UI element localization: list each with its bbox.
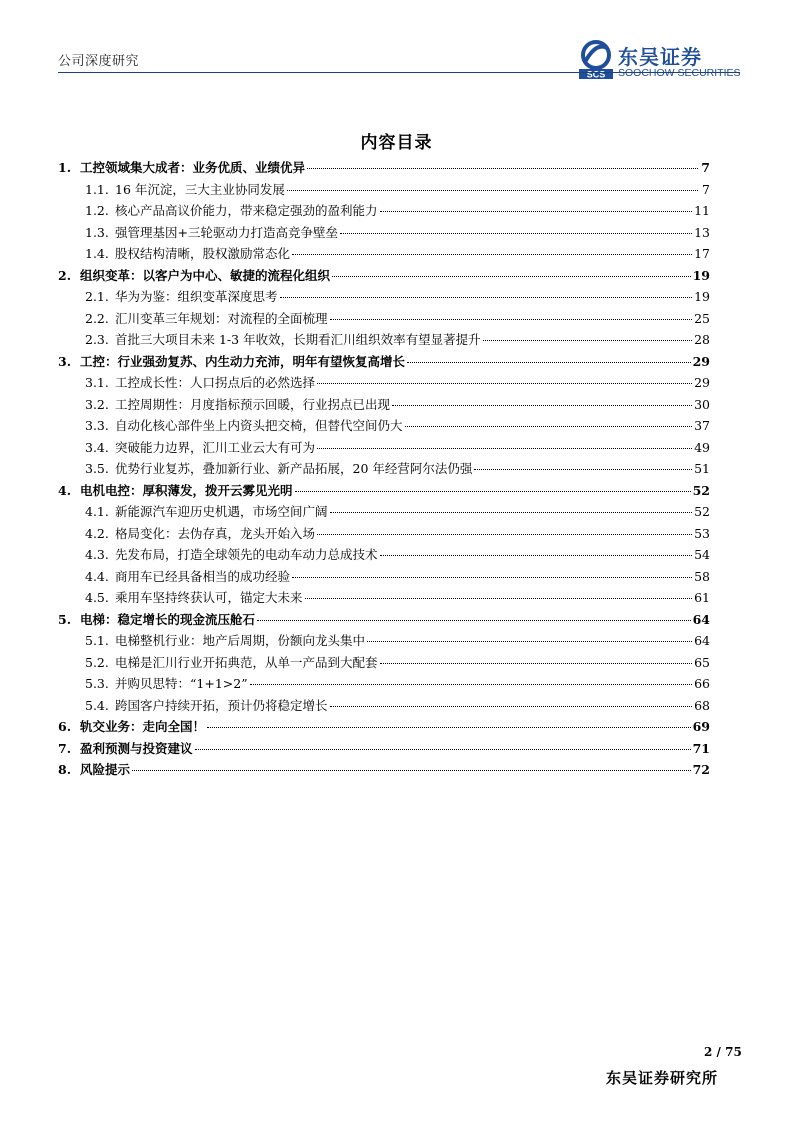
toc-entry-number: 4.1. — [85, 504, 109, 519]
toc-subsection-entry[interactable] — [58, 567, 710, 589]
toc-subsection-entry[interactable] — [58, 223, 710, 245]
toc-dot-leader — [257, 620, 691, 621]
toc-entry-title: 工控周期性：月度指标预示回暖，行业拐点已出现 — [115, 396, 391, 412]
toc-entry-page: 17 — [694, 246, 710, 261]
toc-entry-number: 1.2. — [85, 203, 109, 218]
logo-text-cn: 东吴证券 — [618, 45, 702, 69]
toc-dot-leader — [330, 706, 693, 707]
toc-entry-page: 28 — [694, 332, 710, 347]
logo-text-en: SOOCHOW SECURITIES — [618, 67, 741, 79]
toc-entry-page: 53 — [694, 525, 710, 541]
toc-dot-leader — [380, 211, 693, 212]
toc-entry-number: 3.3. — [85, 418, 109, 433]
toc-entry-title: 工控：行业强劲复苏、内生动力充沛，明年有望恢复高增长 — [80, 353, 406, 369]
toc-entry-page: 64 — [692, 611, 710, 627]
toc-subsection-entry[interactable] — [58, 395, 710, 417]
toc-dot-leader — [330, 512, 693, 513]
report-type-label: 公司深度研究 — [58, 54, 140, 69]
toc-dot-leader — [330, 319, 693, 320]
toc-entry-page: 13 — [694, 224, 710, 240]
toc-dot-leader — [305, 598, 693, 599]
toc-dot-leader — [292, 577, 692, 578]
toc-entry-page: 51 — [694, 461, 710, 476]
toc-section-entry[interactable] — [58, 760, 710, 782]
toc-section-entry[interactable] — [58, 739, 710, 761]
toc-entry-page: 25 — [694, 310, 710, 326]
toc-entry-title: 华为为鉴：组织变革深度思考 — [115, 289, 278, 304]
toc-section-entry[interactable] — [58, 352, 710, 374]
header-divider — [58, 72, 740, 73]
toc-entry-number: 4.2. — [85, 525, 109, 541]
toc-subsection-entry[interactable] — [58, 588, 710, 610]
toc-entry-page: 68 — [694, 697, 710, 713]
toc-subsection-entry[interactable] — [58, 180, 710, 202]
toc-entry-page: 49 — [694, 439, 710, 455]
toc-subsection-entry[interactable] — [58, 287, 710, 309]
toc-entry-number: 5. — [58, 611, 72, 627]
toc-dot-leader — [295, 491, 691, 492]
toc-entry-number: 5.4. — [85, 697, 109, 713]
toc-entry-title: 突破能力边界，汇川工业云大有可为 — [115, 439, 316, 455]
toc-dot-leader — [250, 684, 693, 685]
toc-dot-leader — [317, 448, 692, 449]
toc-dot-leader — [380, 663, 693, 664]
toc-entry-page: 52 — [692, 482, 710, 498]
toc-entry-title: 组织变革：以客户为中心、敏捷的流程化组织 — [80, 267, 331, 283]
toc-subsection-entry[interactable] — [58, 631, 710, 653]
toc-entry-title: 工控领域集大成者：业务优质、业绩优异 — [80, 160, 306, 175]
toc-dot-leader — [340, 233, 692, 234]
toc-entry-number: 1.1. — [85, 181, 109, 197]
toc-entry-title: 16 年沉淀，三大主业协同发展 — [115, 181, 285, 197]
toc-entry-number: 2.2. — [85, 310, 109, 326]
toc-subsection-entry[interactable] — [58, 545, 710, 567]
toc-entry-number: 4.3. — [85, 547, 109, 562]
toc-entry-number: 1.4. — [85, 246, 109, 261]
toc-entry-page: 69 — [692, 719, 710, 734]
toc-entry-title: 强管理基因+三轮驱动力打造高竞争壁垒 — [115, 224, 338, 240]
toc-entry-title: 格局变化：去伪存真，龙头开始入场 — [115, 525, 316, 541]
toc-entry-number: 3. — [58, 353, 72, 369]
toc-subsection-entry[interactable] — [58, 459, 710, 481]
toc-entry-title: 电梯：稳定增长的现金流压舱石 — [80, 611, 256, 627]
toc-dot-leader — [392, 405, 692, 406]
toc-entry-page: 65 — [694, 654, 710, 670]
toc-entry-title: 轨交业务：走向全国！ — [80, 719, 206, 734]
toc-entry-title: 股权结构清晰，股权激励常态化 — [115, 246, 291, 261]
toc-entry-number: 5.3. — [85, 676, 109, 691]
toc-entry-page: 37 — [694, 418, 710, 433]
toc-entry-page: 61 — [694, 590, 710, 605]
toc-subsection-entry[interactable] — [58, 696, 710, 718]
toc-entry-title: 乘用车坚持终获认可，锚定大未来 — [115, 590, 303, 605]
toc-entry-title: 汇川变革三年规划：对流程的全面梳理 — [115, 310, 328, 326]
toc-entry-title: 首批三大项目未来 1-3 年收效，长期看汇川组织效率有望显著提升 — [115, 332, 481, 347]
toc-dot-leader — [287, 190, 698, 191]
toc-entry-number: 7. — [58, 740, 72, 756]
toc-entry-title: 工控成长性：人口拐点后的必然选择 — [115, 375, 316, 390]
toc-dot-leader — [367, 641, 692, 642]
company-logo — [577, 40, 742, 80]
toc-entry-number: 2.3. — [85, 332, 109, 347]
toc-entry-number: 6. — [58, 719, 72, 734]
toc-entry-number: 3.5. — [85, 461, 109, 476]
table-of-contents — [58, 158, 710, 782]
toc-entry-title: 电梯是汇川行业开拓典范，从单一产品到大配套 — [115, 654, 378, 670]
toc-dot-leader — [317, 534, 692, 535]
toc-subsection-entry[interactable] — [58, 438, 710, 460]
toc-title: 内容目录 — [360, 133, 433, 153]
toc-entry-number: 8. — [58, 762, 72, 777]
toc-subsection-entry[interactable] — [58, 653, 710, 675]
toc-entry-page: 30 — [694, 396, 710, 412]
toc-entry-title: 自动化核心部件坐上内资头把交椅，但替代空间仍大 — [115, 418, 403, 433]
toc-entry-number: 5.2. — [85, 654, 109, 670]
toc-entry-title: 电机电控：厚积薄发，拨开云雾见光明 — [80, 482, 293, 498]
toc-entry-title: 盈利预测与投资建议 — [80, 740, 193, 756]
toc-dot-leader — [132, 770, 691, 771]
toc-entry-page: 72 — [692, 762, 710, 777]
toc-dot-leader — [292, 254, 692, 255]
toc-subsection-entry[interactable] — [58, 373, 710, 395]
toc-entry-number: 1.3. — [85, 224, 109, 240]
toc-section-entry[interactable] — [58, 610, 710, 632]
toc-subsection-entry[interactable] — [58, 201, 710, 223]
logo-mark-icon — [577, 40, 615, 80]
page-indicator: 2 / 75 — [704, 1045, 742, 1059]
toc-entry-title: 跨国客户持续开拓，预计仍将稳定增长 — [115, 697, 328, 713]
toc-dot-leader — [280, 297, 693, 298]
toc-dot-leader — [405, 426, 693, 427]
toc-entry-page: 7 — [702, 181, 710, 197]
toc-subsection-entry[interactable] — [58, 309, 710, 331]
toc-entry-title: 并购贝思特：“1+1>2” — [115, 676, 248, 691]
toc-subsection-entry[interactable] — [58, 502, 710, 524]
toc-entry-title: 核心产品高议价能力，带来稳定强劲的盈利能力 — [115, 203, 378, 218]
toc-dot-leader — [307, 168, 698, 169]
toc-section-entry[interactable] — [58, 266, 710, 288]
toc-dot-leader — [483, 340, 693, 341]
toc-dot-leader — [332, 276, 691, 277]
toc-subsection-entry[interactable] — [58, 524, 710, 546]
toc-section-entry[interactable] — [58, 481, 710, 503]
toc-entry-number: 4.5. — [85, 590, 109, 605]
toc-entry-page: 29 — [692, 353, 710, 369]
toc-entry-title: 先发布局，打造全球领先的电动车动力总成技术 — [115, 547, 378, 562]
toc-entry-number: 3.4. — [85, 439, 109, 455]
toc-dot-leader — [317, 383, 692, 384]
toc-dot-leader — [407, 362, 691, 363]
toc-entry-number: 3.1. — [85, 375, 109, 390]
toc-entry-number: 5.1. — [85, 633, 109, 648]
toc-entry-title: 电梯整机行业：地产后周期，份额向龙头集中 — [115, 633, 366, 648]
toc-dot-leader — [474, 469, 692, 470]
toc-entry-page: 29 — [694, 375, 710, 390]
toc-section-entry[interactable] — [58, 158, 710, 180]
toc-entry-title: 优势行业复苏，叠加新行业、新产品拓展，20 年经营阿尔法仍强 — [115, 461, 473, 476]
toc-entry-page: 58 — [694, 568, 710, 584]
toc-entry-page: 11 — [694, 203, 710, 218]
toc-entry-title: 新能源汽车迎历史机遇，市场空间广阔 — [115, 504, 328, 519]
svg-text:SCS: SCS — [586, 69, 606, 80]
toc-entry-number: 3.2. — [85, 396, 109, 412]
toc-entry-page: 7 — [701, 160, 710, 175]
toc-subsection-entry[interactable] — [58, 330, 710, 352]
toc-entry-number: 4.4. — [85, 568, 109, 584]
toc-dot-leader — [207, 727, 691, 728]
toc-entry-number: 2. — [58, 267, 72, 283]
toc-subsection-entry[interactable] — [58, 674, 710, 696]
footer-brand: 东吴证券研究所 — [606, 1069, 719, 1087]
toc-dot-leader — [380, 555, 693, 556]
toc-entry-page: 19 — [692, 267, 710, 283]
toc-entry-page: 71 — [692, 740, 710, 756]
toc-subsection-entry[interactable] — [58, 244, 710, 266]
toc-entry-title: 商用车已经具备相当的成功经验 — [115, 568, 291, 584]
toc-entry-page: 66 — [694, 676, 710, 691]
toc-entry-number: 1. — [58, 160, 72, 175]
toc-entry-page: 64 — [694, 633, 710, 648]
toc-entry-title: 风险提示 — [80, 762, 131, 777]
toc-subsection-entry[interactable] — [58, 416, 710, 438]
toc-entry-number: 4. — [58, 482, 72, 498]
toc-section-entry[interactable] — [58, 717, 710, 739]
toc-entry-page: 52 — [694, 504, 710, 519]
toc-entry-number: 2.1. — [85, 289, 109, 304]
toc-entry-page: 54 — [694, 547, 710, 562]
toc-dot-leader — [195, 749, 691, 750]
toc-entry-page: 19 — [694, 289, 710, 304]
